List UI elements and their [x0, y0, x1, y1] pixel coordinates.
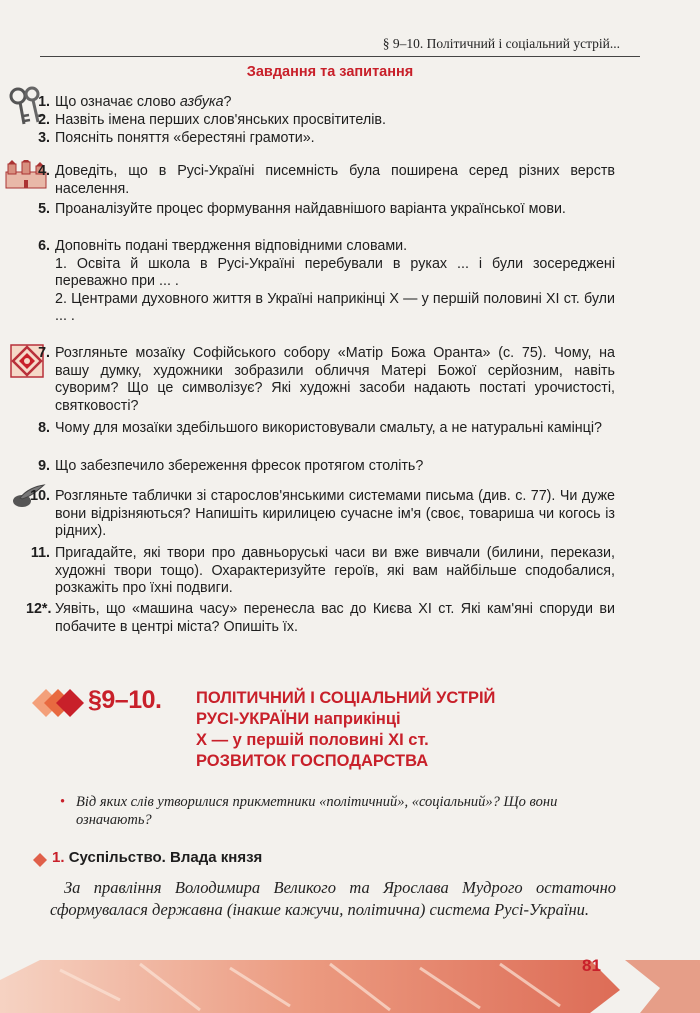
- question-1: [38, 94, 615, 112]
- question-6: [38, 238, 615, 326]
- question-7: [38, 345, 615, 415]
- bullet-icon: •: [60, 794, 66, 810]
- question-text: Що забезпечило збереження фресок протягом століть?: [55, 458, 424, 474]
- tasks-title: Завдання та запитання: [246, 64, 414, 80]
- question-10: [30, 488, 615, 541]
- intro-question: [60, 793, 596, 829]
- question-5: [38, 201, 615, 219]
- question-text: Що означає слово: [55, 94, 180, 110]
- question-9: [38, 458, 615, 476]
- question-text: Доведіть, що в Русі-Україні писемність була поширена серед різних верств населення.: [55, 163, 615, 197]
- question-text: Проаналізуйте процес формування найдавнішого варіанта української мови.: [55, 201, 566, 217]
- question-number: 3.: [38, 130, 50, 146]
- question-8: [38, 420, 615, 438]
- intro-question-text: Від яких слів утворилися прикметники «політичний», «соціальний»? Що вони означають?: [76, 794, 558, 828]
- question-4: [38, 163, 615, 198]
- question-number: 12*.: [26, 601, 52, 617]
- page-number: 81: [582, 956, 601, 975]
- section-title-line: ПОЛІТИЧНИЙ І СОЦІАЛЬНИЙ УСТРІЙ: [196, 689, 496, 707]
- question-punct: ?: [223, 94, 232, 110]
- question-number: 11.: [30, 545, 50, 561]
- subsection-title: Суспільство. Влада князя: [68, 849, 263, 866]
- question-number: 2.: [38, 112, 50, 128]
- question-11: [30, 545, 615, 598]
- subsection-diamond-icon: [32, 852, 48, 868]
- running-head: § 9–10. Політичний і соціальний устрій...: [382, 36, 620, 51]
- question-text: Поясніть поняття «берестяні грамоти».: [55, 130, 315, 146]
- body-paragraph: За правління Володимира Великого та Ярослава Мудрого остаточно сформувалася державна (інакше кажучи, політична) система Русі-України.: [50, 878, 616, 919]
- question-text: Уявіть, що «машина часу» перенесла вас до Києва XI ст. Які кам'яні споруди ви побачите в центрі міста? Опишіть їх.: [55, 601, 615, 635]
- question-text: Пригадайте, які твори про давньоруські часи ви вже вивчали (билини, перекази, художні твори тощо). Охарактеризуйте героїв, які вам найбільше сподобалися, розкажіть про їхні подвиги.: [55, 545, 615, 597]
- question-2: [38, 112, 615, 130]
- question-number: 7.: [38, 345, 50, 361]
- diamonds-icon: [30, 686, 90, 720]
- question-number: 1.: [38, 94, 50, 110]
- question-number: 8.: [38, 420, 50, 436]
- question-statement-1: 1. Освіта й школа в Русі-Україні перебували в руках ... і були зосереджені переважно при ... .: [55, 255, 615, 290]
- question-number: 5.: [38, 201, 50, 217]
- subsection-number: 1.: [52, 849, 65, 866]
- question-term: азбука: [179, 94, 224, 110]
- question-12: [26, 601, 615, 636]
- question-statement-2: 2. Центрами духовного життя в Україні наприкінці X — у першій половині XI ст. були ... .: [55, 290, 615, 325]
- header-rule: [40, 56, 640, 57]
- question-text: Чому для мозаїки здебільшого використовували смальту, а не натуральні камінці?: [55, 420, 602, 436]
- question-number: 9.: [38, 458, 50, 474]
- section-title-line: РУСІ-УКРАЇНИ наприкінці: [196, 710, 401, 728]
- question-text: Розгляньте таблички зі старослов'янськими системами письма (див. с. 77). Чи дуже вони відрізняються? Напишіть кирилицею сучасне ім'я (своє, товариша чи когось із рідних).: [55, 488, 615, 540]
- question-3: [38, 130, 615, 148]
- question-text: Доповніть подані твердження відповідними словами.: [55, 238, 408, 254]
- section-title-line: РОЗВИТОК ГОСПОДАРСТВА: [196, 752, 429, 770]
- question-number: 6.: [38, 238, 50, 254]
- question-text: Розгляньте мозаїку Софійського собору «Матір Божа Оранта» (с. 75). Чому, на вашу думку, художники зобразили обличчя Матері Божої серйозним, навіть суворим? Що це символізує? Які художні засоби надають постаті урочистості, святковості?: [55, 345, 615, 414]
- subsection-heading: [52, 849, 262, 866]
- question-text: Назвіть імена перших слов'янських просвітителів.: [55, 112, 386, 128]
- section-number: §9–10.: [88, 686, 162, 714]
- question-number: 4.: [38, 163, 50, 179]
- section-title: [196, 688, 616, 772]
- question-number: 10.: [30, 488, 50, 504]
- section-title-line: X — у першій половині XI ст.: [196, 731, 429, 749]
